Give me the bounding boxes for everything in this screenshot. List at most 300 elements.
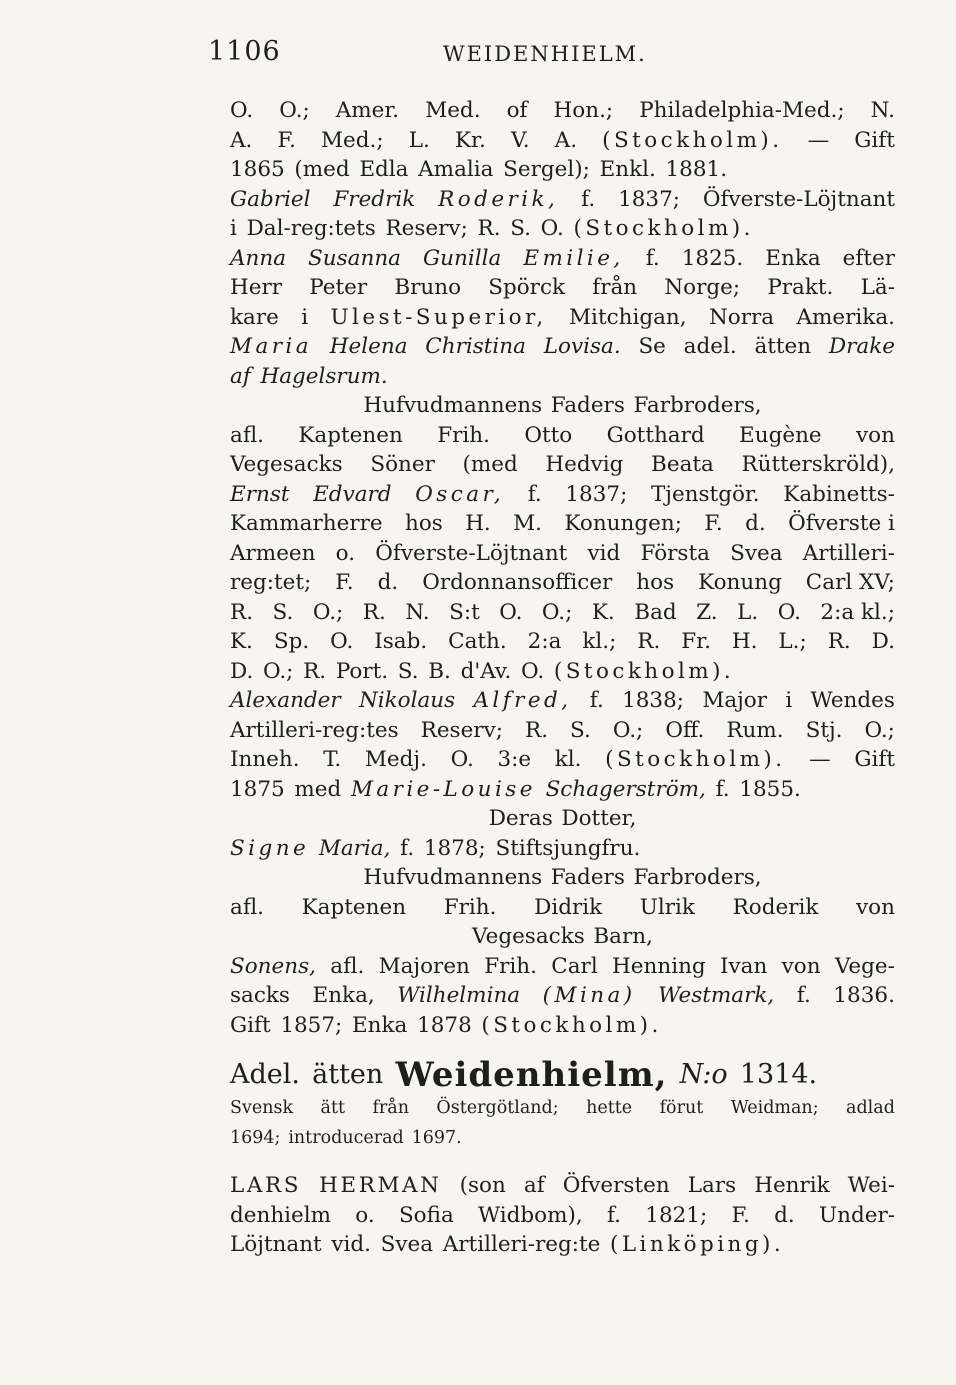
- text-line: [230, 1171, 895, 1201]
- word: vid.: [331, 1232, 371, 1257]
- word: Gift: [854, 747, 895, 772]
- section-heading: [230, 391, 895, 421]
- word: f.: [400, 835, 415, 861]
- word: af: [523, 1173, 545, 1198]
- word: 1837;: [565, 481, 628, 507]
- word: —: [807, 127, 830, 153]
- word: (Stockholm).: [605, 747, 786, 772]
- word: Tjenstgör.: [650, 481, 760, 507]
- word: Barn,: [593, 924, 653, 949]
- word: (son: [459, 1173, 506, 1198]
- word: Medj.: [364, 747, 427, 772]
- word: Ivan: [720, 953, 768, 979]
- word: kare: [230, 304, 279, 330]
- word: vid: [587, 540, 621, 566]
- word: efter: [842, 245, 895, 271]
- word: L.;: [778, 629, 807, 654]
- word: S.: [510, 216, 531, 241]
- word: Herr: [230, 275, 283, 300]
- text-line: [230, 627, 895, 657]
- section-heading: [230, 804, 895, 834]
- word: Under-: [819, 1202, 895, 1228]
- word: Henrik: [754, 1173, 830, 1198]
- word: Amalia: [418, 157, 494, 182]
- word: von: [781, 953, 821, 979]
- word: Svea: [730, 540, 783, 566]
- word: 1878;: [423, 835, 486, 861]
- word: Marie-Louise: [350, 776, 536, 802]
- text-line: [230, 450, 895, 480]
- word: Nikolaus: [358, 688, 456, 713]
- word: Med.;: [321, 127, 384, 153]
- word: Öfverste-Löjtnant: [375, 540, 568, 566]
- word: Gunilla: [423, 245, 502, 271]
- word: Rum.: [726, 717, 784, 743]
- word: D.: [871, 629, 895, 654]
- word: Kaptenen: [298, 422, 403, 448]
- text-line: [230, 303, 895, 333]
- word: R.: [303, 658, 327, 684]
- family-note-line: [230, 1124, 895, 1154]
- word: F.: [335, 570, 354, 595]
- text-line: [230, 1011, 895, 1041]
- word: (Stockholm).: [553, 658, 735, 684]
- word: 1825.: [681, 245, 744, 271]
- word: med: [294, 776, 342, 802]
- word: Ernst: [230, 481, 290, 507]
- family-heading: [230, 1056, 895, 1094]
- word: ätten: [754, 334, 812, 359]
- word: Sofia: [398, 1202, 454, 1228]
- word: kl.: [554, 747, 582, 772]
- word: Löjtnant: [230, 1232, 322, 1257]
- word: Armeen: [230, 540, 316, 566]
- word: Edvard: [313, 481, 392, 507]
- text-line: [230, 96, 895, 126]
- word: Fredrik: [333, 186, 416, 212]
- word: Eugène: [739, 422, 822, 448]
- word: adlad: [846, 1098, 895, 1118]
- word: Artilleri-reg:te: [442, 1232, 601, 1257]
- text-line: [230, 155, 895, 185]
- word: 1838;: [622, 688, 685, 713]
- text-line: [230, 657, 895, 687]
- text-line: [230, 952, 895, 982]
- word: Söner: [370, 452, 435, 477]
- word: f.: [796, 983, 811, 1008]
- word: O.: [521, 658, 545, 684]
- text-line: [230, 126, 895, 156]
- word: Kabinetts-: [783, 481, 895, 507]
- word: Öfverste-Löjtnant: [702, 186, 895, 212]
- word: Farbroders,: [633, 393, 762, 418]
- word: Edla: [359, 157, 409, 182]
- word: N.: [870, 98, 895, 123]
- word: O.: [540, 216, 564, 241]
- word: Svensk: [230, 1098, 294, 1118]
- word: Frih.: [443, 894, 497, 920]
- text-line: [230, 332, 895, 362]
- word: Vegesacks: [472, 924, 585, 949]
- word: Sergel);: [503, 157, 590, 182]
- word: Hon.;: [553, 98, 614, 123]
- word: M.: [513, 511, 543, 536]
- word: Bruno: [394, 275, 462, 300]
- word: 1865: [230, 157, 285, 182]
- text-line: [230, 185, 895, 215]
- word: Hufvudmannens: [363, 393, 543, 418]
- word: Konungen;: [564, 511, 682, 536]
- word: von: [856, 422, 895, 448]
- text-line: [230, 834, 895, 864]
- text-line: [230, 480, 895, 510]
- word: Westmark,: [658, 983, 775, 1008]
- word: O.;: [279, 98, 310, 123]
- word: Stj.: [805, 717, 843, 743]
- word: K.: [591, 599, 615, 625]
- text-line: [230, 421, 895, 451]
- word: Alfred,: [473, 688, 572, 713]
- word: 3:e: [497, 747, 532, 772]
- word: Öfverste i: [788, 511, 895, 536]
- word: 1855.: [739, 776, 801, 802]
- word: A.: [554, 127, 578, 153]
- word: H.: [731, 629, 758, 654]
- word: Sp.: [273, 629, 310, 654]
- word: Stiftsjungfru.: [495, 835, 641, 861]
- word: (Stockholm).: [573, 216, 754, 241]
- word: Lovisa.: [543, 334, 621, 359]
- word: 1875: [230, 776, 285, 802]
- word: Bad: [634, 599, 677, 625]
- word: Se: [638, 334, 666, 359]
- word: Alexander: [230, 688, 341, 713]
- word: Reserv;: [385, 216, 468, 241]
- word: i: [785, 688, 793, 713]
- word: Svea: [380, 1232, 434, 1257]
- word: Lars: [687, 1173, 737, 1198]
- word: Prakt.: [767, 275, 834, 300]
- word: Beata: [651, 452, 714, 477]
- word: Widbom),: [478, 1202, 583, 1228]
- word: f.: [606, 1202, 622, 1228]
- word: 1821;: [645, 1202, 708, 1228]
- word: Fr.: [681, 629, 711, 654]
- word: Roderik: [732, 894, 819, 920]
- word: Kaptenen: [301, 894, 407, 920]
- word: O.;: [541, 599, 573, 625]
- word: Ordonnansofficer: [422, 570, 613, 595]
- word: R.: [827, 629, 851, 654]
- word: Maria: [230, 334, 313, 359]
- word: Enka: [765, 245, 821, 271]
- text-line: [230, 981, 895, 1011]
- word: S:t: [449, 599, 480, 625]
- word: R.: [477, 216, 501, 241]
- word: F.: [731, 1202, 750, 1228]
- word: S.: [570, 717, 591, 743]
- word: Hufvudmannens: [363, 865, 543, 890]
- text-line: [230, 686, 895, 716]
- word: Enka,: [312, 983, 375, 1008]
- word: LARS: [230, 1173, 302, 1198]
- word: hos: [404, 511, 443, 536]
- word: O.: [450, 747, 474, 772]
- word: afl.: [330, 953, 365, 979]
- word: Drake: [828, 334, 895, 359]
- word: Didrik: [534, 894, 603, 920]
- word: Amerika.: [796, 304, 895, 330]
- word: Wilhelmina: [397, 983, 521, 1008]
- word: i: [230, 216, 237, 241]
- word: Christina: [425, 334, 526, 359]
- page-number: 1106: [208, 36, 281, 67]
- text-line: [230, 568, 895, 598]
- word: sacks: [230, 983, 290, 1008]
- word: d'Av.: [460, 658, 512, 684]
- word: f.: [715, 776, 730, 802]
- word: Första: [640, 540, 710, 566]
- text-line: [230, 539, 895, 569]
- word: Öfversten: [562, 1173, 670, 1198]
- word: hos: [636, 570, 675, 595]
- word: Enka: [351, 1012, 408, 1038]
- word: —: [809, 747, 831, 772]
- word: förut: [659, 1098, 704, 1118]
- word: 2:a: [527, 629, 562, 654]
- word: H.: [465, 511, 491, 536]
- word: hette: [586, 1098, 633, 1118]
- word: kl.;: [582, 629, 617, 654]
- word: 2:a kl.;: [820, 599, 895, 625]
- text-line: [230, 775, 895, 805]
- word: i: [301, 304, 309, 330]
- text-line: [230, 598, 895, 628]
- word: Wei-: [847, 1173, 895, 1198]
- word: af: [230, 363, 251, 389]
- word: introducerad: [288, 1127, 404, 1148]
- word: 1881.: [665, 157, 728, 182]
- word: f.: [645, 245, 660, 271]
- text-line: [230, 362, 895, 392]
- word: Off.: [665, 717, 705, 743]
- word: Östergötland;: [436, 1098, 559, 1118]
- word: f.: [527, 481, 542, 507]
- word: d.: [774, 1202, 795, 1228]
- word: O.;: [612, 717, 644, 743]
- word: O.: [230, 98, 254, 123]
- family-note-line: [230, 1094, 895, 1124]
- word: Carl XV;: [805, 570, 895, 595]
- word: ätten: [312, 1059, 384, 1090]
- word: O.;: [864, 717, 895, 743]
- word: Adel.: [230, 1059, 300, 1090]
- word: Inneh.: [230, 747, 300, 772]
- word: 1857;: [280, 1012, 343, 1038]
- word: F.: [704, 511, 723, 536]
- word: R.: [637, 629, 661, 654]
- word: Rütterskröld),: [741, 452, 895, 477]
- text-line: [230, 1230, 895, 1260]
- text-body: [230, 96, 895, 1260]
- text-line: [230, 1201, 895, 1231]
- word: von: [856, 894, 895, 920]
- word: Sonens,: [230, 953, 316, 979]
- word: ätt: [320, 1098, 346, 1118]
- word: L.: [408, 127, 430, 153]
- word: S.: [272, 599, 294, 625]
- word: från: [592, 275, 638, 300]
- word: Enkl.: [599, 157, 656, 182]
- word: Faders: [550, 865, 625, 890]
- word: Cath.: [448, 629, 507, 654]
- word: (med: [462, 452, 518, 477]
- word: 1314.: [739, 1059, 818, 1090]
- word: Majoren: [378, 953, 470, 979]
- word: K.: [230, 629, 253, 654]
- word: D.: [230, 658, 254, 684]
- word: Faders: [550, 393, 625, 418]
- word: Philadelphia-Med.;: [639, 98, 845, 123]
- word: Port.: [335, 658, 389, 684]
- word: Dal-reg:tets: [246, 216, 376, 241]
- word: Oscar,: [415, 481, 505, 507]
- word: Vegesacks: [230, 452, 343, 477]
- word: (Linköping).: [610, 1232, 785, 1257]
- word: Z.: [696, 599, 718, 625]
- word: Frih.: [437, 422, 490, 448]
- word: Dotter,: [561, 806, 637, 831]
- word: (Stockholm).: [481, 1012, 662, 1038]
- text-line: [230, 509, 895, 539]
- word: Ulrik: [639, 894, 695, 920]
- word: Helena: [329, 334, 408, 359]
- word: Anna: [230, 245, 287, 271]
- word: B.: [428, 658, 451, 684]
- word: O.: [330, 629, 354, 654]
- word: Henning: [612, 953, 706, 979]
- word: Gift: [854, 127, 895, 153]
- word: afl.: [230, 422, 264, 448]
- word: Spörck: [488, 275, 566, 300]
- word: Peter: [309, 275, 368, 300]
- word: d.: [377, 570, 399, 595]
- word: A.: [230, 127, 253, 153]
- word: O.: [499, 599, 523, 625]
- word: f.: [581, 186, 596, 212]
- text-line: [230, 273, 895, 303]
- word: Susanna: [308, 245, 401, 271]
- word: 1836.: [833, 983, 895, 1008]
- word: Vege-: [834, 953, 895, 979]
- word: Gabriel: [230, 186, 311, 212]
- word: Lä-: [860, 275, 895, 300]
- word: o.: [335, 540, 356, 566]
- word: (med: [294, 157, 350, 182]
- running-head: WEIDENHIELM.: [443, 42, 647, 66]
- text-line: [230, 244, 895, 274]
- word: Konung: [698, 570, 782, 595]
- word: Emilie,: [523, 245, 624, 271]
- word: Deras: [488, 806, 553, 831]
- word: från: [372, 1098, 409, 1118]
- section-heading: [230, 863, 895, 893]
- word: Med.: [425, 98, 481, 123]
- word: of: [506, 98, 528, 123]
- word: HERMAN: [319, 1173, 442, 1198]
- word: L.: [737, 599, 759, 625]
- word: R.: [230, 599, 254, 625]
- word: Artilleri-: [802, 540, 895, 566]
- word: Hedvig: [545, 452, 624, 477]
- word: Kammarherre: [230, 511, 383, 536]
- word: (Stockholm).: [602, 127, 783, 153]
- word: Frih.: [484, 953, 537, 979]
- text-line: [230, 745, 895, 775]
- word: Gotthard: [606, 422, 705, 448]
- word: Major: [702, 688, 768, 713]
- word: Kr.: [455, 127, 486, 153]
- word: Amer.: [335, 98, 400, 123]
- word: Hagelsrum.: [260, 363, 388, 389]
- word: Ulest-Superior,: [330, 304, 547, 330]
- word: Norge;: [664, 275, 741, 300]
- section-heading: [230, 922, 895, 952]
- word: Otto: [524, 422, 573, 448]
- word: T.: [323, 747, 342, 772]
- word: Carl: [551, 953, 598, 979]
- page-header: [0, 36, 956, 72]
- word: denhielm: [230, 1202, 332, 1228]
- text-line: [230, 893, 895, 923]
- word: S.: [397, 658, 419, 684]
- word: 1694;: [230, 1127, 281, 1148]
- word: Gift: [230, 1012, 271, 1038]
- word: Signe: [230, 835, 310, 861]
- word: O.;: [262, 658, 294, 684]
- word: F.: [277, 127, 296, 153]
- word: Isab.: [374, 629, 428, 654]
- word: Weidenhielm,: [395, 1055, 668, 1095]
- word: Roderik,: [438, 186, 559, 212]
- word: Farbroders,: [633, 865, 762, 890]
- word: N.: [405, 599, 430, 625]
- word: N:o: [679, 1059, 728, 1090]
- word: O.;: [312, 599, 344, 625]
- word: R.: [525, 717, 549, 743]
- text-line: [230, 716, 895, 746]
- word: V.: [510, 127, 530, 153]
- word: reg:tet;: [230, 570, 312, 595]
- word: Schagerström,: [545, 776, 706, 802]
- word: (Mina): [542, 983, 636, 1008]
- word: f.: [589, 688, 604, 713]
- text-line: [230, 214, 895, 244]
- word: Artilleri-reg:tes: [230, 717, 399, 743]
- word: R.: [362, 599, 386, 625]
- word: Maria,: [318, 835, 391, 861]
- word: Norra: [708, 304, 775, 330]
- word: afl.: [230, 894, 264, 920]
- word: adel.: [683, 334, 737, 359]
- word: o.: [355, 1202, 375, 1228]
- word: Wendes: [810, 688, 895, 713]
- word: 1878: [417, 1012, 472, 1038]
- word: Mitchigan,: [569, 304, 687, 330]
- word: 1697.: [411, 1127, 462, 1148]
- word: Reserv;: [420, 717, 503, 743]
- word: Weidman;: [730, 1098, 819, 1118]
